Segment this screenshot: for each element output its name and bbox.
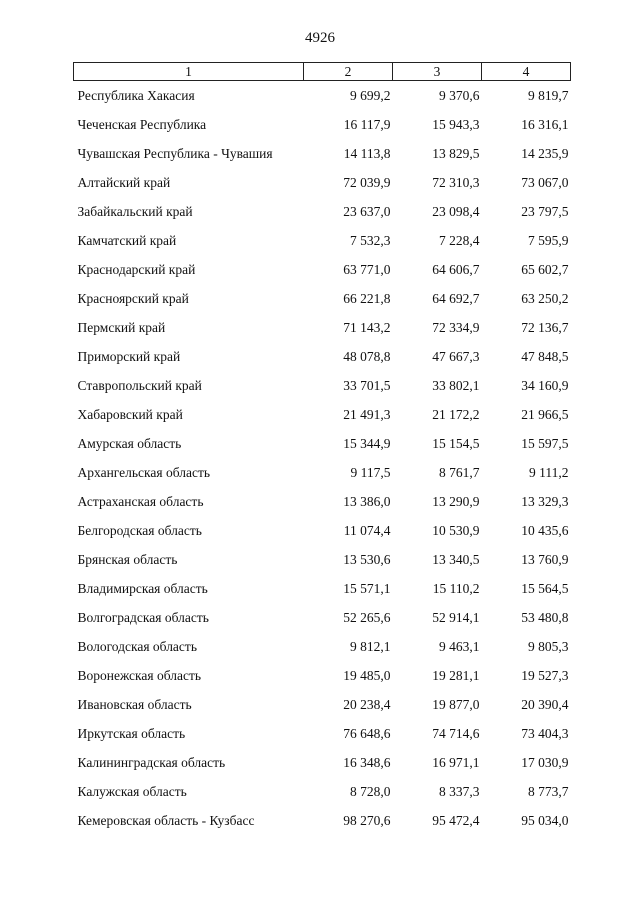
value-col2-cell: 13 386,0 — [343, 493, 391, 509]
value-col3-cell: 33 802,1 — [432, 377, 480, 393]
value-col3-cell: 95 472,4 — [432, 812, 480, 828]
value-col2-cell: 19 485,0 — [343, 667, 391, 683]
value-col4-cell: 21 966,5 — [521, 406, 569, 422]
region-name-cell: Забайкальский край — [77, 203, 193, 219]
value-col2-cell: 71 143,2 — [343, 319, 391, 335]
region-name-cell: Амурская область — [77, 435, 182, 451]
value-col3-cell: 72 310,3 — [432, 174, 480, 190]
table-row — [74, 255, 571, 284]
header-row — [74, 63, 571, 81]
value-col2-cell: 14 113,8 — [343, 145, 391, 161]
table-row — [74, 429, 571, 458]
table-row — [74, 284, 571, 313]
value-col4-cell: 23 797,5 — [521, 203, 569, 219]
table-row — [74, 81, 571, 111]
value-col4-cell: 17 030,9 — [521, 754, 569, 770]
value-col2-cell: 9 699,2 — [350, 87, 391, 103]
value-col3-cell: 16 971,1 — [432, 754, 480, 770]
table-row — [74, 487, 571, 516]
region-name-cell: Алтайский край — [77, 174, 171, 190]
value-col3-cell: 13 290,9 — [432, 493, 480, 509]
region-name-cell: Красноярский край — [77, 290, 189, 306]
value-col2-cell: 13 530,6 — [343, 551, 391, 567]
table-row — [74, 806, 571, 835]
value-col2-cell: 11 074,4 — [343, 522, 391, 538]
column-header-2: 2 — [304, 63, 393, 81]
table-row — [74, 574, 571, 603]
table-row — [74, 603, 571, 632]
value-col2-cell: 52 265,6 — [343, 609, 391, 625]
value-col3-cell: 9 370,6 — [439, 87, 480, 103]
value-col2-cell: 48 078,8 — [343, 348, 391, 364]
value-col2-cell: 16 117,9 — [343, 116, 391, 132]
table-row — [74, 632, 571, 661]
value-col4-cell: 63 250,2 — [521, 290, 569, 306]
value-col2-cell: 33 701,5 — [343, 377, 391, 393]
region-name-cell: Чеченская Республика — [77, 116, 207, 132]
value-col2-cell: 23 637,0 — [343, 203, 391, 219]
region-name-cell: Калининградская область — [77, 754, 226, 770]
table-row — [74, 458, 571, 487]
value-col2-cell: 8 728,0 — [350, 783, 391, 799]
region-name-cell: Владимирская область — [77, 580, 208, 596]
region-name-cell: Иркутская область — [77, 725, 186, 741]
value-col3-cell: 23 098,4 — [432, 203, 480, 219]
region-name-cell: Хабаровский край — [77, 406, 183, 422]
table-row — [74, 545, 571, 574]
value-col2-cell: 15 344,9 — [343, 435, 391, 451]
table-row — [74, 777, 571, 806]
value-col2-cell: 15 571,1 — [343, 580, 391, 596]
table-row — [74, 139, 571, 168]
table-row — [74, 226, 571, 255]
region-name-cell: Вологодская область — [77, 638, 197, 654]
value-col4-cell: 73 404,3 — [521, 725, 569, 741]
region-name-cell: Брянская область — [77, 551, 178, 567]
value-col2-cell: 63 771,0 — [343, 261, 391, 277]
region-name-cell: Камчатский край — [77, 232, 177, 248]
value-col3-cell: 15 110,2 — [432, 580, 480, 596]
region-name-cell: Краснодарский край — [77, 261, 196, 277]
value-col4-cell: 47 848,5 — [521, 348, 569, 364]
value-col4-cell: 14 235,9 — [521, 145, 569, 161]
value-col3-cell: 8 337,3 — [439, 783, 480, 799]
page-number: 4926 — [305, 30, 335, 46]
value-col3-cell: 19 281,1 — [432, 667, 480, 683]
region-name-cell: Кемеровская область - Кузбасс — [77, 812, 255, 828]
value-col3-cell: 19 877,0 — [432, 696, 480, 712]
value-col3-cell: 9 463,1 — [439, 638, 480, 654]
value-col2-cell: 20 238,4 — [343, 696, 391, 712]
region-name-cell: Калужская область — [77, 783, 187, 799]
region-name-cell: Архангельская область — [77, 464, 211, 480]
value-col2-cell: 66 221,8 — [343, 290, 391, 306]
value-col4-cell: 8 773,7 — [528, 783, 569, 799]
column-header-4: 4 — [482, 63, 571, 81]
value-col3-cell: 10 530,9 — [432, 522, 480, 538]
region-name-cell: Белгородская область — [77, 522, 202, 538]
value-col2-cell: 76 648,6 — [343, 725, 391, 741]
region-name-cell: Пермский край — [77, 319, 166, 335]
table-header — [74, 63, 571, 81]
value-col4-cell: 15 564,5 — [521, 580, 569, 596]
value-col4-cell: 16 316,1 — [521, 116, 569, 132]
region-name-cell: Ставропольский край — [77, 377, 202, 393]
table-row — [74, 719, 571, 748]
value-col2-cell: 98 270,6 — [343, 812, 391, 828]
region-name-cell: Воронежская область — [77, 667, 202, 683]
value-col3-cell: 15 154,5 — [432, 435, 480, 451]
table-row — [74, 748, 571, 777]
region-name-cell: Чувашская Республика - Чувашия — [77, 145, 273, 161]
table-row — [74, 168, 571, 197]
column-header-3: 3 — [393, 63, 482, 81]
table-row — [74, 371, 571, 400]
value-col4-cell: 19 527,3 — [521, 667, 569, 683]
value-col2-cell: 21 491,3 — [343, 406, 391, 422]
value-col4-cell: 34 160,9 — [521, 377, 569, 393]
table-row — [74, 110, 571, 139]
table-row — [74, 516, 571, 545]
table-row — [74, 400, 571, 429]
value-col4-cell: 72 136,7 — [521, 319, 569, 335]
value-col3-cell: 72 334,9 — [432, 319, 480, 335]
value-col3-cell: 52 914,1 — [432, 609, 480, 625]
table-body — [74, 81, 571, 836]
value-col4-cell: 53 480,8 — [521, 609, 569, 625]
value-col2-cell: 72 039,9 — [343, 174, 391, 190]
value-col4-cell: 10 435,6 — [521, 522, 569, 538]
value-col4-cell: 13 329,3 — [521, 493, 569, 509]
value-col3-cell: 64 606,7 — [432, 261, 480, 277]
table-row — [74, 690, 571, 719]
value-col2-cell: 16 348,6 — [343, 754, 391, 770]
value-col4-cell: 9 111,2 — [529, 464, 569, 480]
value-col2-cell: 7 532,3 — [350, 232, 391, 248]
value-col4-cell: 20 390,4 — [521, 696, 569, 712]
region-name-cell: Астраханская область — [77, 493, 204, 509]
region-name-cell: Республика Хакасия — [77, 87, 195, 103]
value-col2-cell: 9 117,5 — [350, 464, 391, 480]
data-table — [73, 62, 571, 835]
value-col3-cell: 15 943,3 — [432, 116, 480, 132]
table-row — [74, 313, 571, 342]
region-name-cell: Приморский край — [77, 348, 181, 364]
value-col3-cell: 64 692,7 — [432, 290, 480, 306]
value-col3-cell: 74 714,6 — [432, 725, 480, 741]
value-col4-cell: 73 067,0 — [521, 174, 569, 190]
region-name-cell: Волгоградская область — [77, 609, 209, 625]
value-col4-cell: 13 760,9 — [521, 551, 569, 567]
value-col2-cell: 9 812,1 — [350, 638, 391, 654]
value-col4-cell: 95 034,0 — [521, 812, 569, 828]
table-row — [74, 342, 571, 371]
value-col4-cell: 9 805,3 — [528, 638, 569, 654]
value-col3-cell: 21 172,2 — [432, 406, 480, 422]
value-col4-cell: 65 602,7 — [521, 261, 569, 277]
table-row — [74, 197, 571, 226]
region-name-cell: Ивановская область — [77, 696, 192, 712]
value-col4-cell: 15 597,5 — [521, 435, 569, 451]
value-col4-cell: 7 595,9 — [528, 232, 569, 248]
table-row — [74, 661, 571, 690]
value-col3-cell: 13 340,5 — [432, 551, 480, 567]
value-col3-cell: 7 228,4 — [439, 232, 480, 248]
value-col3-cell: 13 829,5 — [432, 145, 480, 161]
value-col4-cell: 9 819,7 — [528, 87, 569, 103]
value-col3-cell: 8 761,7 — [439, 464, 480, 480]
column-header-1: 1 — [74, 63, 304, 81]
value-col3-cell: 47 667,3 — [432, 348, 480, 364]
